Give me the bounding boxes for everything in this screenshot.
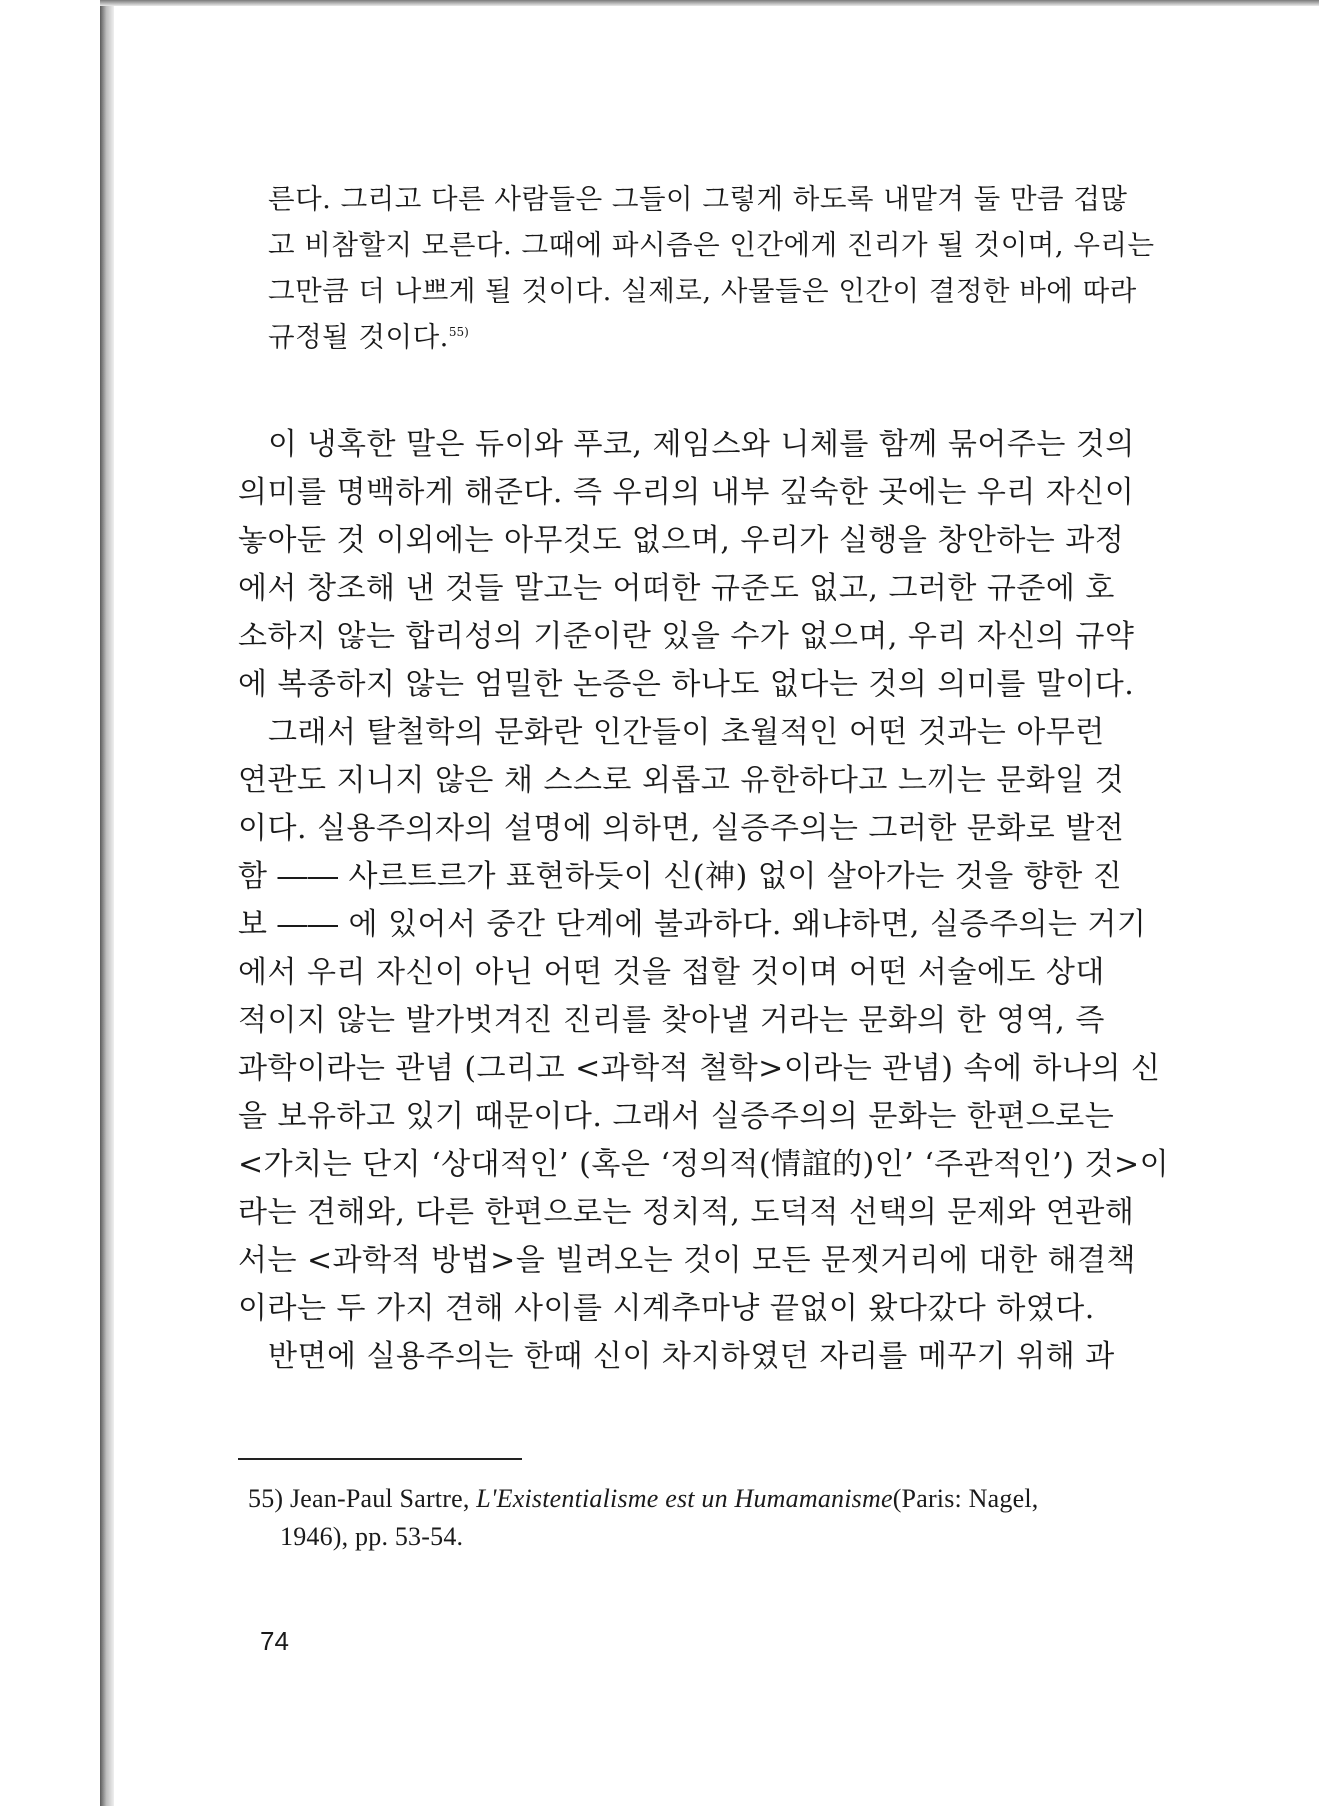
body-line: 이라는 두 가지 견해 사이를 시계추마냥 끝없이 왔다갔다 하였다. (238, 1291, 1095, 1326)
footnote-rule (238, 1458, 522, 1460)
footnote-ref: 55) (448, 324, 469, 339)
body-line: 을 보유하고 있기 때문이다. 그래서 실증주의의 문화는 한편으로는 (238, 1099, 1115, 1134)
quote-line: 른다. 그리고 다른 사람들은 그들이 그렇게 하도록 내맡겨 둘 만큼 겁많 (268, 183, 1128, 215)
body-line: 의미를 명백하게 해준다. 즉 우리의 내부 깊숙한 곳에는 우리 자신이 (238, 475, 1135, 510)
footnote-publisher: (Paris: Nagel, (892, 1484, 1039, 1513)
page-number: 74 (260, 1626, 289, 1656)
footnote-line (248, 1486, 1038, 1512)
body-line: 서는 <과학적 방법>을 빌려오는 것이 모든 문젯거리에 대한 해결책 (238, 1243, 1137, 1278)
body-line: 에서 우리 자신이 아닌 어떤 것을 접할 것이며 어떤 서술에도 상대 (238, 955, 1105, 990)
body-line: 에서 창조해 낸 것들 말고는 어떠한 규준도 없고, 그러한 규준에 호 (238, 571, 1115, 606)
body-line: 반면에 실용주의는 한때 신이 차지하였던 자리를 메꾸기 위해 과 (268, 1339, 1115, 1374)
body-line: 함 ―― 사르트르가 표현하듯이 신(神) 없이 살아가는 것을 향한 진 (238, 859, 1123, 894)
quote-line-text: 규정될 것이다. (268, 321, 449, 353)
body-line: 라는 견해와, 다른 한편으로는 정치적, 도덕적 선택의 문제와 연관해 (238, 1195, 1135, 1230)
body-line: 소하지 않는 합리성의 기준이란 있을 수가 없으며, 우리 자신의 규약 (238, 619, 1135, 654)
body-line: 적이지 않는 발가벗겨진 진리를 찾아낼 거라는 문화의 한 영역, 즉 (238, 1003, 1105, 1038)
quote-line: 그만큼 더 나쁘게 될 것이다. 실제로, 사물들은 인간이 결정한 바에 따라 (268, 275, 1137, 307)
body-line: 놓아둔 것 이외에는 아무것도 없으며, 우리가 실행을 창안하는 과정 (238, 523, 1125, 558)
footnote-line-2: 1946), pp. 53-54. (280, 1522, 464, 1551)
book-page (114, 6, 1319, 1806)
footnote-author: Jean-Paul Sartre, (289, 1484, 470, 1513)
body-line: 이 냉혹한 말은 듀이와 푸코, 제임스와 니체를 함께 묶어주는 것의 (268, 427, 1135, 462)
body-line: 보 ―― 에 있어서 중간 단계에 불과하다. 왜냐하면, 실증주의는 거기 (238, 907, 1147, 942)
body-line: 이다. 실용주의자의 설명에 의하면, 실증주의는 그러한 문화로 발전 (238, 811, 1125, 846)
footnote-title: L'Existentialisme est un Humamanisme (476, 1484, 893, 1513)
footnote-number: 55) (248, 1484, 284, 1513)
body-line: <가치는 단지 ‘상대적인’ (혹은 ‘정의적(情誼的)인’ ‘주관적인’) 것>이 (238, 1147, 1170, 1182)
body-line: 그래서 탈철학의 문화란 인간들이 초월적인 어떤 것과는 아무런 (268, 715, 1105, 750)
body-line: 과학이라는 관념 (그리고 <과학적 철학>이라는 관념) 속에 하나의 신 (238, 1051, 1161, 1086)
body-line: 연관도 지니지 않은 채 스스로 외롭고 유한하다고 느끼는 문화일 것 (238, 763, 1125, 798)
page-edge (100, 0, 114, 1806)
quote-line-last (268, 321, 469, 353)
body-line: 에 복종하지 않는 엄밀한 논증은 하나도 없다는 것의 의미를 말이다. (238, 667, 1135, 702)
quote-line: 고 비참할지 모른다. 그때에 파시즘은 인간에게 진리가 될 것이며, 우리는 (268, 229, 1155, 261)
